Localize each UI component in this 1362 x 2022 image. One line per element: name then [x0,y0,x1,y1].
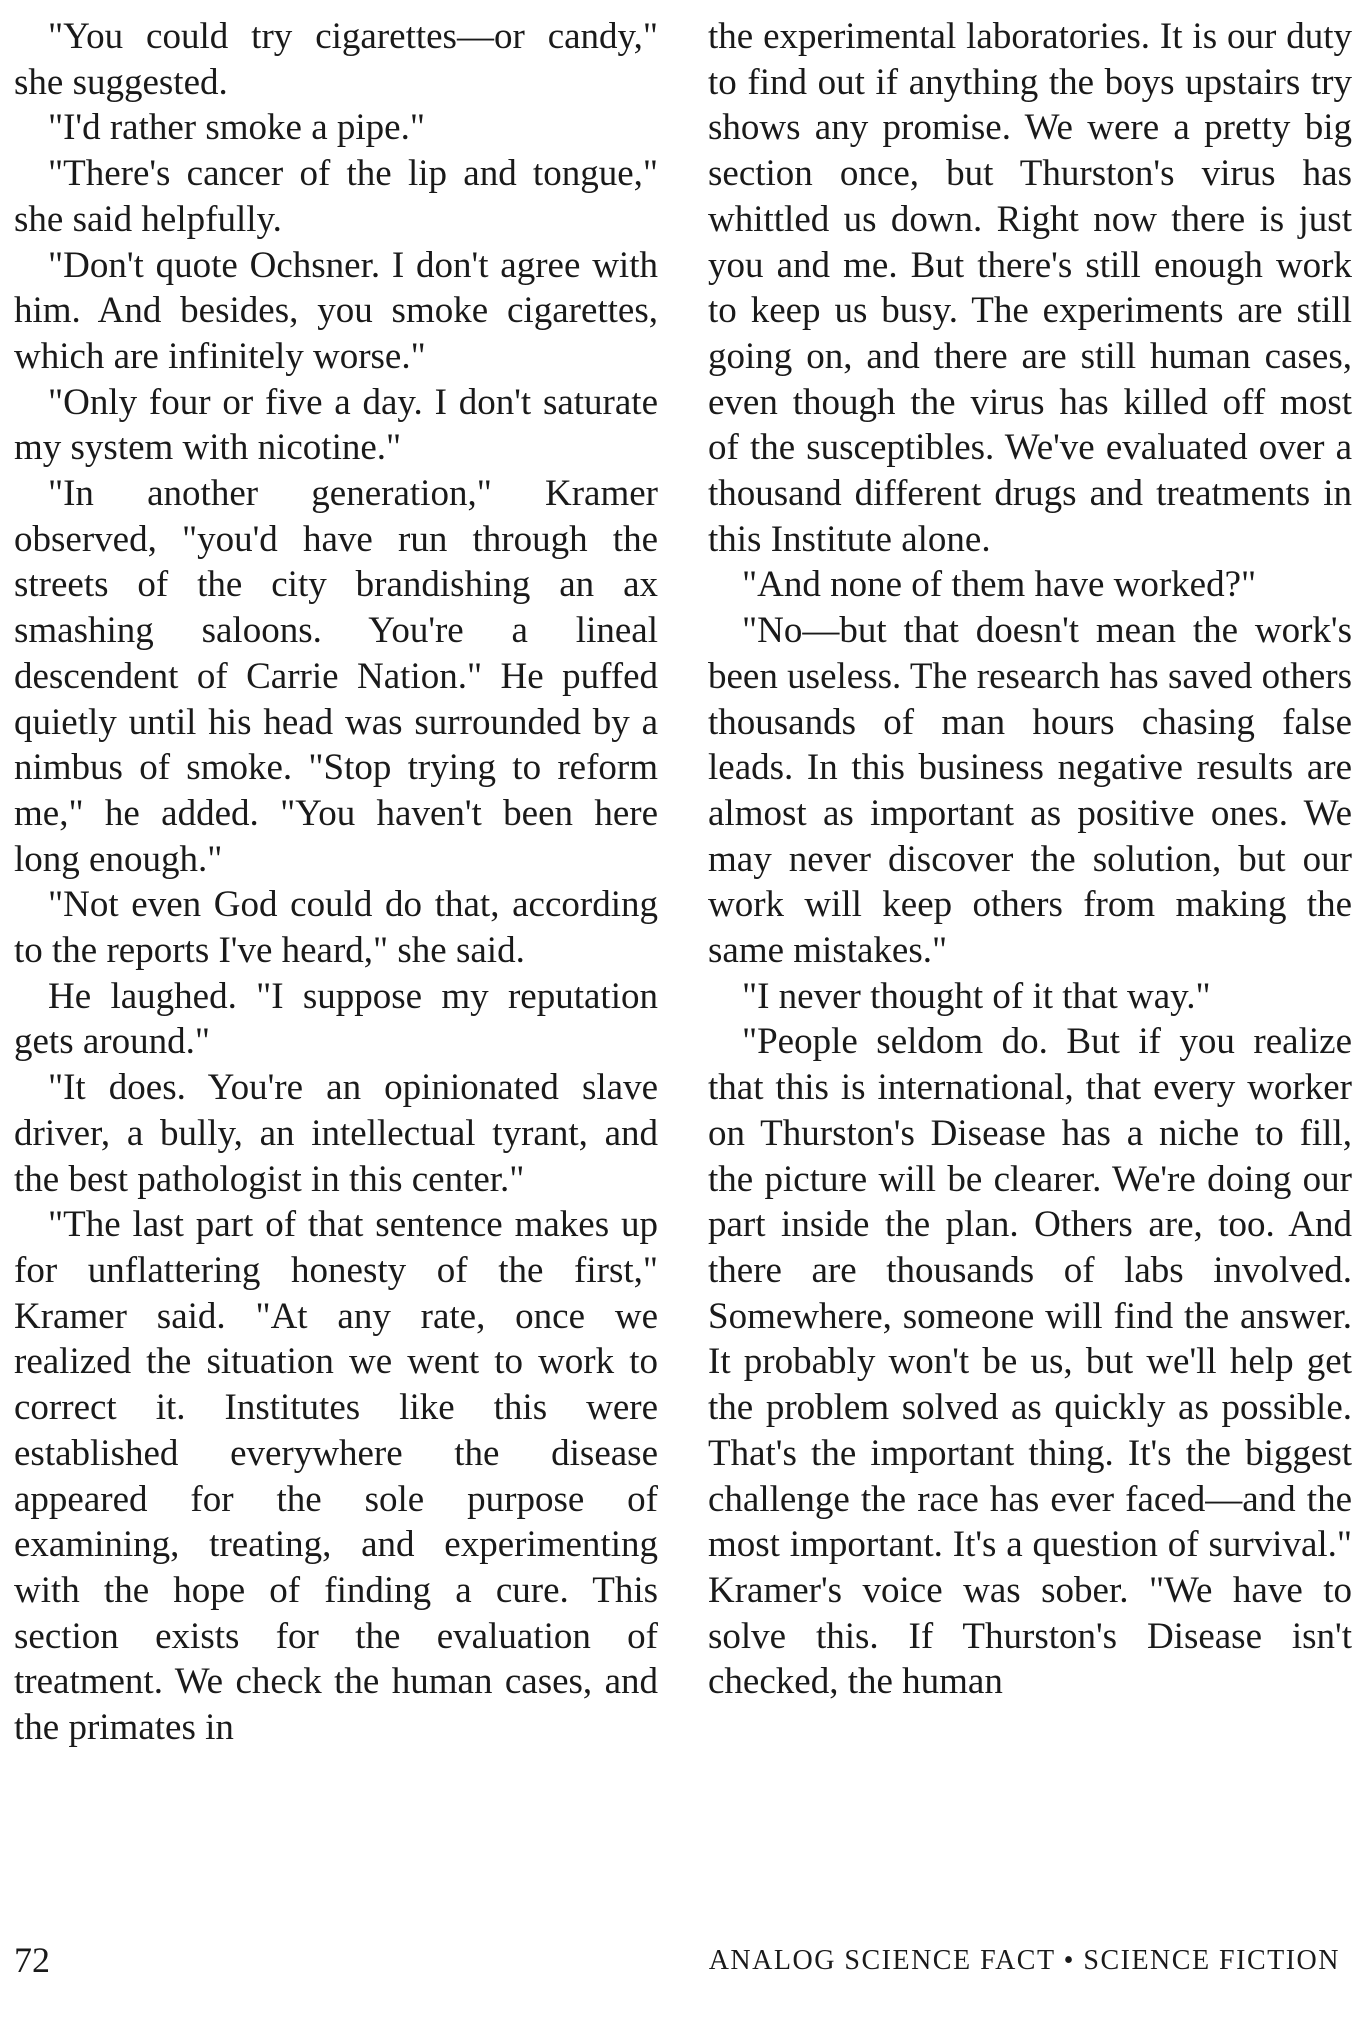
paragraph: the experimental laboratories. It is our duty to find out if anything the boys upstairs try shows any promise. We were a pretty big section once, but Thurston's virus has whittled us down. Right now there is just you and me. But there's still enough work to keep us busy. The experiments are still going on, and there are still human cases, even though the virus has killed off most of the susceptibles. We've evaluated over a thousand different drugs and treatments in this Institute alone. [708,16,1352,560]
paragraph: "I'd rather smoke a pipe." [48,107,425,149]
paragraph: "People seldom do. But if you realize that this is international, that every worker on Thurston's Disease has a niche to fill, the picture will be clearer. We're doing our part inside the plan. Others are, too. And there are thousands of labs involved. Somewhere, someone will find the answer. It probably won't be us, but we'll help get the problem solved as quickly as possible. That's the important thing. It's the biggest challenge the race has ever faced—and the most important. It's a question of survival." Kramer's voice was sober. "We have to solve this. If Thurston's Disease isn't checked, the human [708,1021,1352,1703]
paragraph: "In another generation," Kramer observed, "you'd have run through the streets of the city brandishing an ax smashing saloons. You're a lineal descendent of Carrie Nation." He puffed quietly until his head was surrounded by a nimbus of smoke. "Stop trying to reform me," he added. "You haven't been here long enough." [14,473,658,880]
paragraph: "There's cancer of the lip and tongue," she said helpfully. [14,153,658,240]
paragraph: "The last part of that sentence makes up for unflattering honesty of the first," Kramer said. "At any rate, once we realized the situation we went to work to correct it. Institutes like this were established everywhere the disease appeared for the sole purpose of examining, treating, and experimenting with the hope of finding a cure. This section exists for the evaluation of treatment. We check the human cases, and the primates in [14,1204,658,1749]
paragraph: "And none of them have worked?" [742,564,1257,606]
paragraph: "I never thought of it that way." [742,975,1211,1017]
paragraph: "Only four or five a day. I don't saturate my system with nicotine." [14,381,658,469]
page-number: 72 [14,1940,50,1980]
page-footer [14,1940,1348,1980]
paragraph: "You could try cigarettes—or candy," she suggested. [14,16,658,103]
paragraph: "No—but that doesn't mean the work's been useless. The research has saved others thousands of man hours chasing false leads. In this business negative results are almost as important as positive ones. We may never discover the solution, but our work will keep others from making the same mistakes." [708,610,1352,972]
right-text-column [708,14,1352,1705]
paragraph: "Don't quote Ochsner. I don't agree with him. And besides, you smoke cigarettes, which are infinitely worse." [14,244,658,377]
running-head: ANALOG SCIENCE FACT • SCIENCE FICTION [708,1945,1340,1976]
paragraph: "It does. You're an opinionated slave driver, a bully, an intellectual tyrant, and the best pathologist in this center." [14,1067,658,1200]
paragraph: He laughed. "I suppose my reputation gets around." [14,975,658,1063]
paragraph: "Not even God could do that, according to the reports I've heard," she said. [14,884,658,972]
left-text-column [14,14,658,1751]
